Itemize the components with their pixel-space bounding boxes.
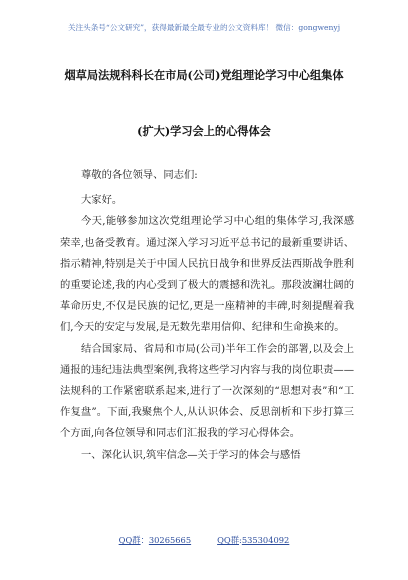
paragraph-2: 结合国家局、省局和市局(公司)半年工作会的部署,以及会上通报的违纪违法典型案例,我将这些学习内容与我的岗位职责——法规科的工作紧密联系起来,进行了一次深刻的“思想对表”和“工作复盘”。下面,我聚焦个人,从认识体会、反思剖析和下步打算三个方面,向各位领导和同志们汇报我的学习心得体会。 [60, 342, 354, 440]
footer-colon-2: : [239, 535, 242, 545]
footer-qq1-number: 30265665 [148, 535, 192, 545]
footer-colon-1: ： [140, 535, 149, 545]
document-title-line-2: (扩大)学习会上的心得体会 [137, 124, 271, 138]
section-heading: 一、深化认识,筑牢信念—关于学习的体会与感悟 [81, 448, 301, 461]
document-body [60, 165, 354, 466]
header-promo-note: 关注头条号“公文研究”，获得最新最全最专业的公文资料库！ 微信：gongwenyj [67, 23, 341, 32]
footer-qq2-number: 535304092 [241, 535, 290, 545]
footer-contact [0, 534, 408, 546]
footer-qq1-label: QQ群 [118, 535, 141, 545]
document-title-line-1: 烟草局法规科科长在市局(公司)党组理论学习中心组集体 [64, 68, 344, 82]
footer-qq2-label: QQ群 [217, 535, 240, 545]
greeting: 大家好。 [81, 194, 123, 207]
paragraph-1: 今天,能够参加这次党组理论学习中心组的集体学习,我深感荣幸,也备受教育。通过深入学习习近平总书记的最新重要讲话、指示精神,特别是关于中国人民抗日战争和世界反法西斯战争胜利的重要论述,我的内心受到了极大的震撼和洗礼。那段波澜壮阔的革命历史,不仅是民族的记忆,更是一座精神的丰碑,时刻提醒着我们,今天的安定与发展,是无数先辈用信仰、纪律和生命换来的。 [60, 215, 354, 334]
salutation: 尊敬的各位领导、同志们: [81, 169, 198, 181]
